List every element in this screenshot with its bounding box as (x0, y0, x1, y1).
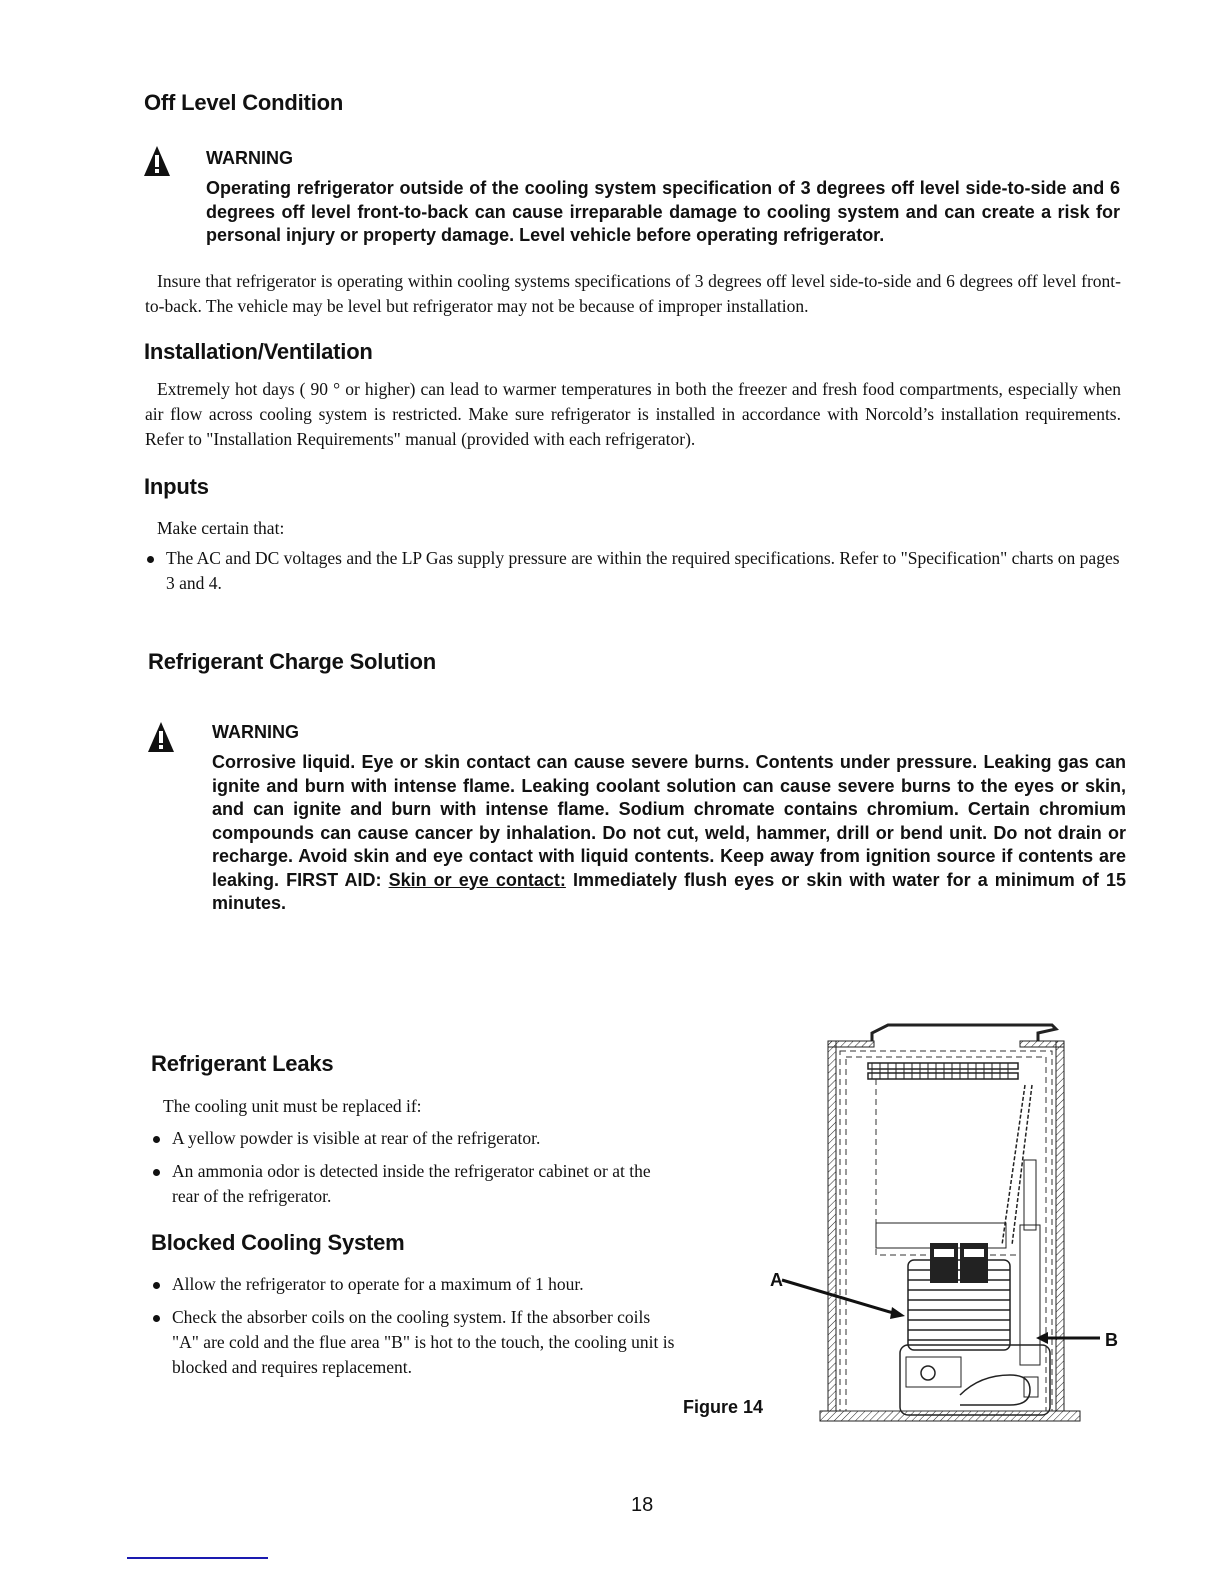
warning-text: Corrosive liquid. Eye or skin contact can cause severe burns. Contents under pressure. Leaking gas can ignite and burn with intense flame. Leaking coolant solution can cause severe burns to the eyes or skin, and can ignite and burn with intense flame. Sodium chromate contains chromium. Certain chromium compounds can cause cancer by inhalation. Do not cut, weld, hammer, drill or bend unit. Do not drain or recharge. Avoid skin and eye contact with liquid contents. Keep away from ignition source if contents are leaking. FIRST AID: (212, 752, 1126, 890)
warning-title: WARNING (212, 722, 299, 742)
warning-body-charge-solution (212, 751, 1126, 916)
list-item: An ammonia odor is detected inside the refrigerator cabinet or at the rear of the refrigerator. (150, 1159, 680, 1209)
heading-refrigerant-leaks: Refrigerant Leaks (151, 1051, 334, 1076)
refrigerator-cooling-unit-diagram (780, 1015, 1120, 1445)
heading-inputs: Inputs (144, 474, 209, 499)
list-item: A yellow powder is visible at rear of the refrigerator. (150, 1126, 680, 1151)
leaks-intro: The cooling unit must be replaced if: (163, 1096, 422, 1116)
warning-triangle-icon (144, 146, 170, 176)
list-item: Allow the refrigerator to operate for a maximum of 1 hour. (150, 1272, 680, 1297)
heading-blocked-cooling-system: Blocked Cooling System (151, 1230, 405, 1255)
warning-text: Immediately flush eyes or skin with water for a minimum of 15 minutes. (212, 869, 1126, 913)
warning-triangle-icon (148, 722, 174, 752)
inputs-intro: Make certain that: (157, 518, 285, 538)
divider-line (127, 1557, 268, 1559)
leaks-list (150, 1126, 680, 1217)
page-number: 18 (631, 1494, 654, 1516)
list-item: Check the absorber coils on the cooling system. If the absorber coils "A" are cold and the flue area "B" is hot to the touch, the cooling unit is blocked and requires replacement. (150, 1305, 680, 1380)
figure-label-a: A (770, 1270, 783, 1290)
heading-off-level-condition: Off Level Condition (144, 90, 344, 115)
warning-text-underlined: Skin or eye contact: (388, 869, 566, 890)
figure-caption: Figure 14 (683, 1397, 764, 1417)
paragraph-off-level: Insure that refrigerator is operating within cooling systems specifications of 3 degrees off level side-to-side and 6 degrees off level front-to-back. The vehicle may be level but refrigerator may not be because of improper installation. (145, 271, 1121, 316)
list-item: The AC and DC voltages and the LP Gas supply pressure are within the required specifications. Refer to "Specification" charts on pages 3 and 4. (144, 546, 1124, 596)
heading-installation-ventilation: Installation/Ventilation (144, 339, 373, 364)
warning-body-off-level: Operating refrigerator outside of the cooling system specification of 3 degrees off level side-to-side and 6 degrees off level front-to-back can cause irreparable damage to cooling system and can create a risk for personal injury or property damage. Level vehicle before operating refrigerator. (206, 178, 1120, 245)
warning-title: WARNING (206, 148, 293, 168)
paragraph-installation: Extremely hot days ( 90 ° or higher) can lead to warmer temperatures in both the freezer and fresh food compartments, especially when air flow across cooling system is restricted. Make sure refrigerator is installed in accordance with Norcold’s installation requirements. Refer to "Installation Requirements" manual (provided with each refrigerator). (145, 379, 1121, 449)
blocked-list (150, 1272, 680, 1388)
heading-refrigerant-charge-solution: Refrigerant Charge Solution (148, 649, 436, 674)
inputs-list (144, 546, 1124, 604)
figure-label-b: B (1105, 1330, 1118, 1350)
